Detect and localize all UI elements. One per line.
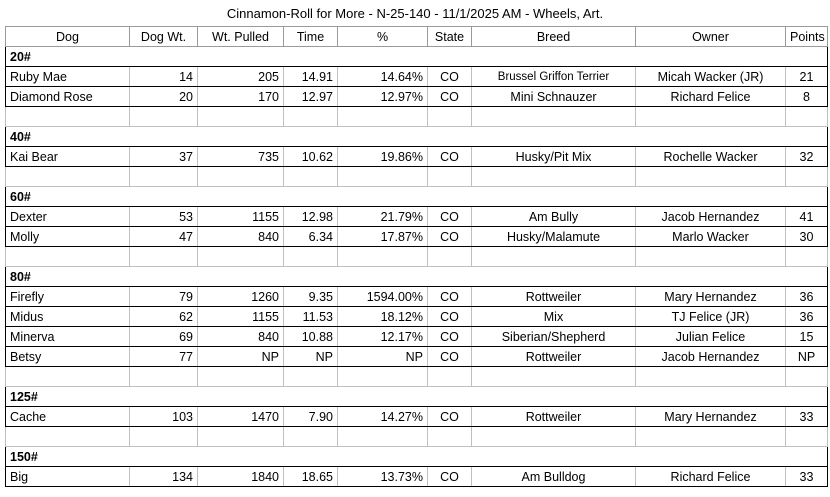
spacer-row: [6, 367, 828, 387]
empty-cell: [284, 367, 338, 387]
cell-pct: 1594.00%: [338, 287, 428, 307]
cell-time: 7.90: [284, 407, 338, 427]
empty-cell: [636, 247, 786, 267]
table-row: [6, 147, 828, 167]
empty-cell: [284, 167, 338, 187]
empty-cell: [428, 107, 472, 127]
cell-time: 18.65: [284, 467, 338, 487]
cell-time: 11.53: [284, 307, 338, 327]
empty-cell: [338, 427, 428, 447]
header-row: [6, 27, 828, 47]
weight-class-row: [6, 447, 828, 467]
cell-breed: Mix: [472, 307, 636, 327]
cell-owner: Micah Wacker (JR): [636, 67, 786, 87]
empty-cell: [786, 247, 828, 267]
cell-time: 9.35: [284, 287, 338, 307]
empty-cell: [198, 167, 284, 187]
cell-time: 10.88: [284, 327, 338, 347]
cell-points: 8: [786, 87, 828, 107]
cell-owner: Mary Hernandez: [636, 407, 786, 427]
empty-cell: [472, 247, 636, 267]
cell-dog-wt: 53: [130, 207, 198, 227]
cell-owner: Richard Felice: [636, 467, 786, 487]
cell-dog: Betsy: [6, 347, 130, 367]
cell-owner: Richard Felice: [636, 87, 786, 107]
empty-cell: [472, 367, 636, 387]
cell-dog: Firefly: [6, 287, 130, 307]
cell-dog: Dexter: [6, 207, 130, 227]
empty-cell: [786, 427, 828, 447]
cell-pct: NP: [338, 347, 428, 367]
cell-pct: 18.12%: [338, 307, 428, 327]
cell-state: CO: [428, 147, 472, 167]
empty-cell: [428, 367, 472, 387]
empty-cell: [130, 107, 198, 127]
cell-points: 21: [786, 67, 828, 87]
header-breed: Breed: [472, 27, 636, 47]
header-owner: Owner: [636, 27, 786, 47]
cell-owner: Jacob Hernandez: [636, 347, 786, 367]
weight-class-label: 125#: [6, 387, 828, 407]
cell-breed: Husky/Malamute: [472, 227, 636, 247]
cell-points: 33: [786, 407, 828, 427]
empty-cell: [428, 427, 472, 447]
cell-dog: Midus: [6, 307, 130, 327]
header-dog: Dog: [6, 27, 130, 47]
cell-dog-wt: 37: [130, 147, 198, 167]
cell-breed: Am Bulldog: [472, 467, 636, 487]
cell-dog: Big: [6, 467, 130, 487]
empty-cell: [472, 427, 636, 447]
cell-dog-wt: 77: [130, 347, 198, 367]
cell-state: CO: [428, 307, 472, 327]
cell-time: 12.98: [284, 207, 338, 227]
cell-owner: Julian Felice: [636, 327, 786, 347]
cell-wt-pulled: 170: [198, 87, 284, 107]
cell-time: NP: [284, 347, 338, 367]
cell-dog-wt: 79: [130, 287, 198, 307]
weight-class-row: [6, 127, 828, 147]
empty-cell: [284, 247, 338, 267]
empty-cell: [338, 367, 428, 387]
cell-owner: Mary Hernandez: [636, 287, 786, 307]
cell-dog: Kai Bear: [6, 147, 130, 167]
weight-class-row: [6, 267, 828, 287]
cell-dog: Minerva: [6, 327, 130, 347]
empty-cell: [130, 247, 198, 267]
cell-dog: Ruby Mae: [6, 67, 130, 87]
cell-breed: Rottweiler: [472, 347, 636, 367]
header-points: Points: [786, 27, 828, 47]
cell-dog: Diamond Rose: [6, 87, 130, 107]
cell-time: 6.34: [284, 227, 338, 247]
empty-cell: [786, 367, 828, 387]
cell-pct: 19.86%: [338, 147, 428, 167]
empty-cell: [636, 367, 786, 387]
header-time: Time: [284, 27, 338, 47]
cell-owner: TJ Felice (JR): [636, 307, 786, 327]
cell-dog: Molly: [6, 227, 130, 247]
empty-cell: [338, 247, 428, 267]
cell-wt-pulled: 840: [198, 327, 284, 347]
cell-dog-wt: 20: [130, 87, 198, 107]
empty-cell: [6, 367, 130, 387]
cell-state: CO: [428, 87, 472, 107]
empty-cell: [6, 427, 130, 447]
empty-cell: [6, 167, 130, 187]
empty-cell: [130, 427, 198, 447]
cell-dog: Cache: [6, 407, 130, 427]
table-row: [6, 347, 828, 367]
table-row: [6, 87, 828, 107]
empty-cell: [636, 167, 786, 187]
empty-cell: [198, 367, 284, 387]
cell-owner: Rochelle Wacker: [636, 147, 786, 167]
cell-breed: Am Bully: [472, 207, 636, 227]
empty-cell: [6, 247, 130, 267]
spacer-row: [6, 427, 828, 447]
spacer-row: [6, 107, 828, 127]
cell-dog-wt: 62: [130, 307, 198, 327]
cell-time: 14.91: [284, 67, 338, 87]
cell-wt-pulled: 1155: [198, 307, 284, 327]
cell-points: 36: [786, 287, 828, 307]
cell-breed: Husky/Pit Mix: [472, 147, 636, 167]
cell-breed: Rottweiler: [472, 407, 636, 427]
empty-cell: [636, 427, 786, 447]
empty-cell: [198, 107, 284, 127]
table-body: [6, 47, 828, 487]
cell-points: 30: [786, 227, 828, 247]
cell-state: CO: [428, 407, 472, 427]
cell-state: CO: [428, 207, 472, 227]
cell-wt-pulled: NP: [198, 347, 284, 367]
cell-wt-pulled: 735: [198, 147, 284, 167]
cell-pct: 14.27%: [338, 407, 428, 427]
cell-points: NP: [786, 347, 828, 367]
header-wt-pulled: Wt. Pulled: [198, 27, 284, 47]
table-row: [6, 407, 828, 427]
empty-cell: [130, 367, 198, 387]
empty-cell: [338, 167, 428, 187]
empty-cell: [786, 167, 828, 187]
cell-time: 12.97: [284, 87, 338, 107]
table-row: [6, 207, 828, 227]
empty-cell: [472, 167, 636, 187]
weight-class-label: 40#: [6, 127, 828, 147]
cell-state: CO: [428, 467, 472, 487]
empty-cell: [636, 107, 786, 127]
weight-class-label: 60#: [6, 187, 828, 207]
empty-cell: [130, 167, 198, 187]
cell-pct: 17.87%: [338, 227, 428, 247]
empty-cell: [786, 107, 828, 127]
cell-state: CO: [428, 227, 472, 247]
weight-class-row: [6, 387, 828, 407]
cell-dog-wt: 134: [130, 467, 198, 487]
cell-owner: Marlo Wacker: [636, 227, 786, 247]
cell-wt-pulled: 1470: [198, 407, 284, 427]
table-row: [6, 67, 828, 87]
cell-pct: 14.64%: [338, 67, 428, 87]
cell-points: 32: [786, 147, 828, 167]
cell-breed: Rottweiler: [472, 287, 636, 307]
cell-wt-pulled: 1840: [198, 467, 284, 487]
cell-breed: Mini Schnauzer: [472, 87, 636, 107]
cell-state: CO: [428, 287, 472, 307]
cell-state: CO: [428, 327, 472, 347]
table-row: [6, 307, 828, 327]
header-dog-wt: Dog Wt.: [130, 27, 198, 47]
cell-state: CO: [428, 67, 472, 87]
table-row: [6, 227, 828, 247]
weight-class-label: 150#: [6, 447, 828, 467]
cell-wt-pulled: 1155: [198, 207, 284, 227]
table-row: [6, 327, 828, 347]
cell-time: 10.62: [284, 147, 338, 167]
weight-class-label: 80#: [6, 267, 828, 287]
empty-cell: [6, 107, 130, 127]
cell-breed: Brussel Griffon Terrier: [472, 67, 636, 87]
spacer-row: [6, 167, 828, 187]
empty-cell: [198, 247, 284, 267]
cell-points: 33: [786, 467, 828, 487]
cell-wt-pulled: 1260: [198, 287, 284, 307]
cell-wt-pulled: 840: [198, 227, 284, 247]
cell-dog-wt: 103: [130, 407, 198, 427]
cell-owner: Jacob Hernandez: [636, 207, 786, 227]
cell-points: 15: [786, 327, 828, 347]
weight-class-label: 20#: [6, 47, 828, 67]
cell-pct: 13.73%: [338, 467, 428, 487]
cell-dog-wt: 69: [130, 327, 198, 347]
weight-class-row: [6, 47, 828, 67]
table-row: [6, 467, 828, 487]
cell-dog-wt: 14: [130, 67, 198, 87]
empty-cell: [284, 427, 338, 447]
header-pct: %: [338, 27, 428, 47]
results-table: [5, 26, 828, 487]
sheet-title: Cinnamon-Roll for More - N-25-140 - 11/1/2025 AM - Wheels, Art.: [226, 6, 604, 21]
weight-class-row: [6, 187, 828, 207]
header-state: State: [428, 27, 472, 47]
cell-wt-pulled: 205: [198, 67, 284, 87]
spacer-row: [6, 247, 828, 267]
empty-cell: [472, 107, 636, 127]
cell-pct: 12.17%: [338, 327, 428, 347]
cell-state: CO: [428, 347, 472, 367]
cell-pct: 12.97%: [338, 87, 428, 107]
cell-dog-wt: 47: [130, 227, 198, 247]
cell-breed: Siberian/Shepherd: [472, 327, 636, 347]
cell-pct: 21.79%: [338, 207, 428, 227]
cell-points: 36: [786, 307, 828, 327]
empty-cell: [428, 247, 472, 267]
cell-points: 41: [786, 207, 828, 227]
empty-cell: [428, 167, 472, 187]
empty-cell: [284, 107, 338, 127]
empty-cell: [198, 427, 284, 447]
table-row: [6, 287, 828, 307]
empty-cell: [338, 107, 428, 127]
